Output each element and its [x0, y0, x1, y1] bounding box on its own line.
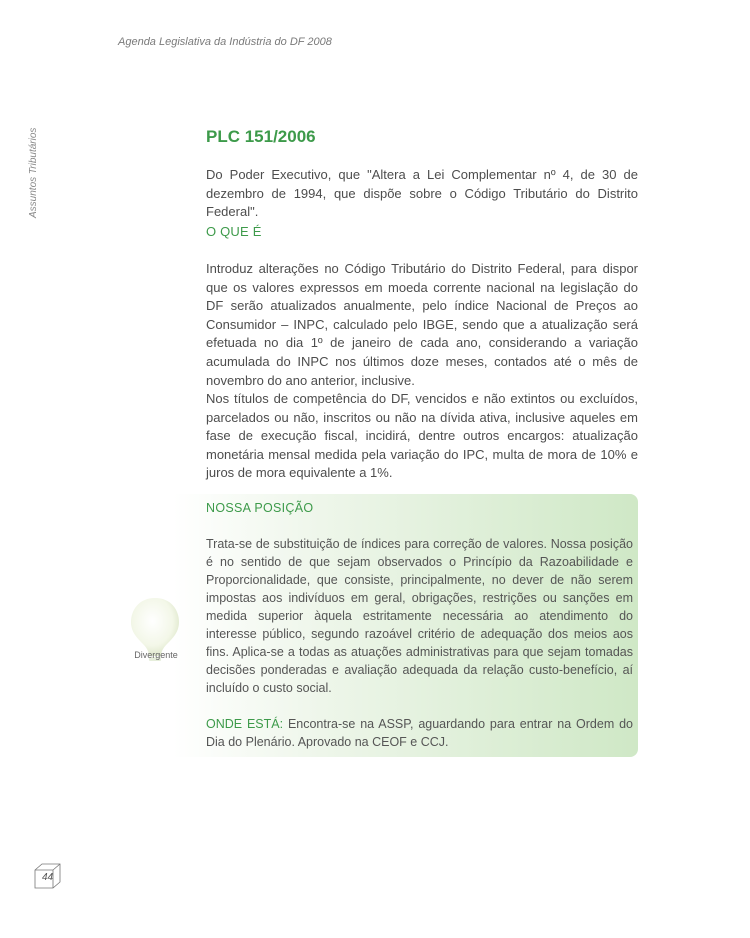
stance-label: Divergente [134, 650, 178, 660]
position-heading: NOSSA POSIÇÃO [206, 501, 314, 515]
where-status [206, 715, 633, 751]
what-paragraph-2: Nos títulos de competência do DF, vencidos e não extintos ou excluídos, parcelados ou não, inscritos ou não na dívida ativa, inclusive aqueles em fase de execução fiscal, incidirá, dentre outros encargos: atualização monetária mensal medida pela variação do IPC, multa de mora de 10% e juros de mora equivalente a 1%. [206, 391, 638, 481]
position-box [110, 494, 638, 757]
what-paragraph-1: Introduz alterações no Código Tributário do Distrito Federal, para dispor que os valores expressos em moeda corrente nacional na legislação do DF serão atualizados anualmente, pelo índice Nacional de Preços ao Consumidor – INPC, calculado pelo IBGE, sendo que a atualização será efetuada no dia 1º de janeiro de cada ano, considerando a variação acumulada do INPC nos últimos doze meses, contados até o mês de novembro do ano anterior, inclusive. [206, 261, 638, 388]
running-header: Agenda Legislativa da Indústria do DF 2008 [118, 36, 332, 48]
bill-summary: Do Poder Executivo, que "Altera a Lei Complementar nº 4, de 30 de dezembro de 1994, que dispõe sobre o Código Tributário do Distrito Federal". [206, 167, 638, 220]
where-label: ONDE ESTÁ: [206, 717, 284, 731]
page-number: 44 [42, 872, 54, 883]
section-side-label: Assuntos Tributários [28, 127, 39, 218]
lightbulb-icon [125, 594, 185, 674]
bill-title: PLC 151/2006 [206, 127, 316, 146]
where-text: Encontra-se na ASSP, aguardando para entrar na Ordem do Dia do Plenário. Aprovado na CEOF e CCJ. [206, 717, 633, 749]
what-heading: O QUE É [206, 224, 262, 239]
position-text: Trata-se de substituição de índices para correção de valores. Nossa posição é no sentido de que sejam observados o Princípio da Razoabilidade e Proporcionalidade, que consiste, principalmente, no dever de não serem impostas aos indivíduos em geral, obrigações, restrições ou sanções em medida superior àquela estritamente necessária ao atendimento do interesse público, segundo razoável critério de adequação dos meios aos fins. Aplica-se a todas as atuações administrativas para que sejam tomadas decisões ponderadas e avaliação adequada da relação custo-benefício, aí incluído o custo social. [206, 537, 633, 695]
